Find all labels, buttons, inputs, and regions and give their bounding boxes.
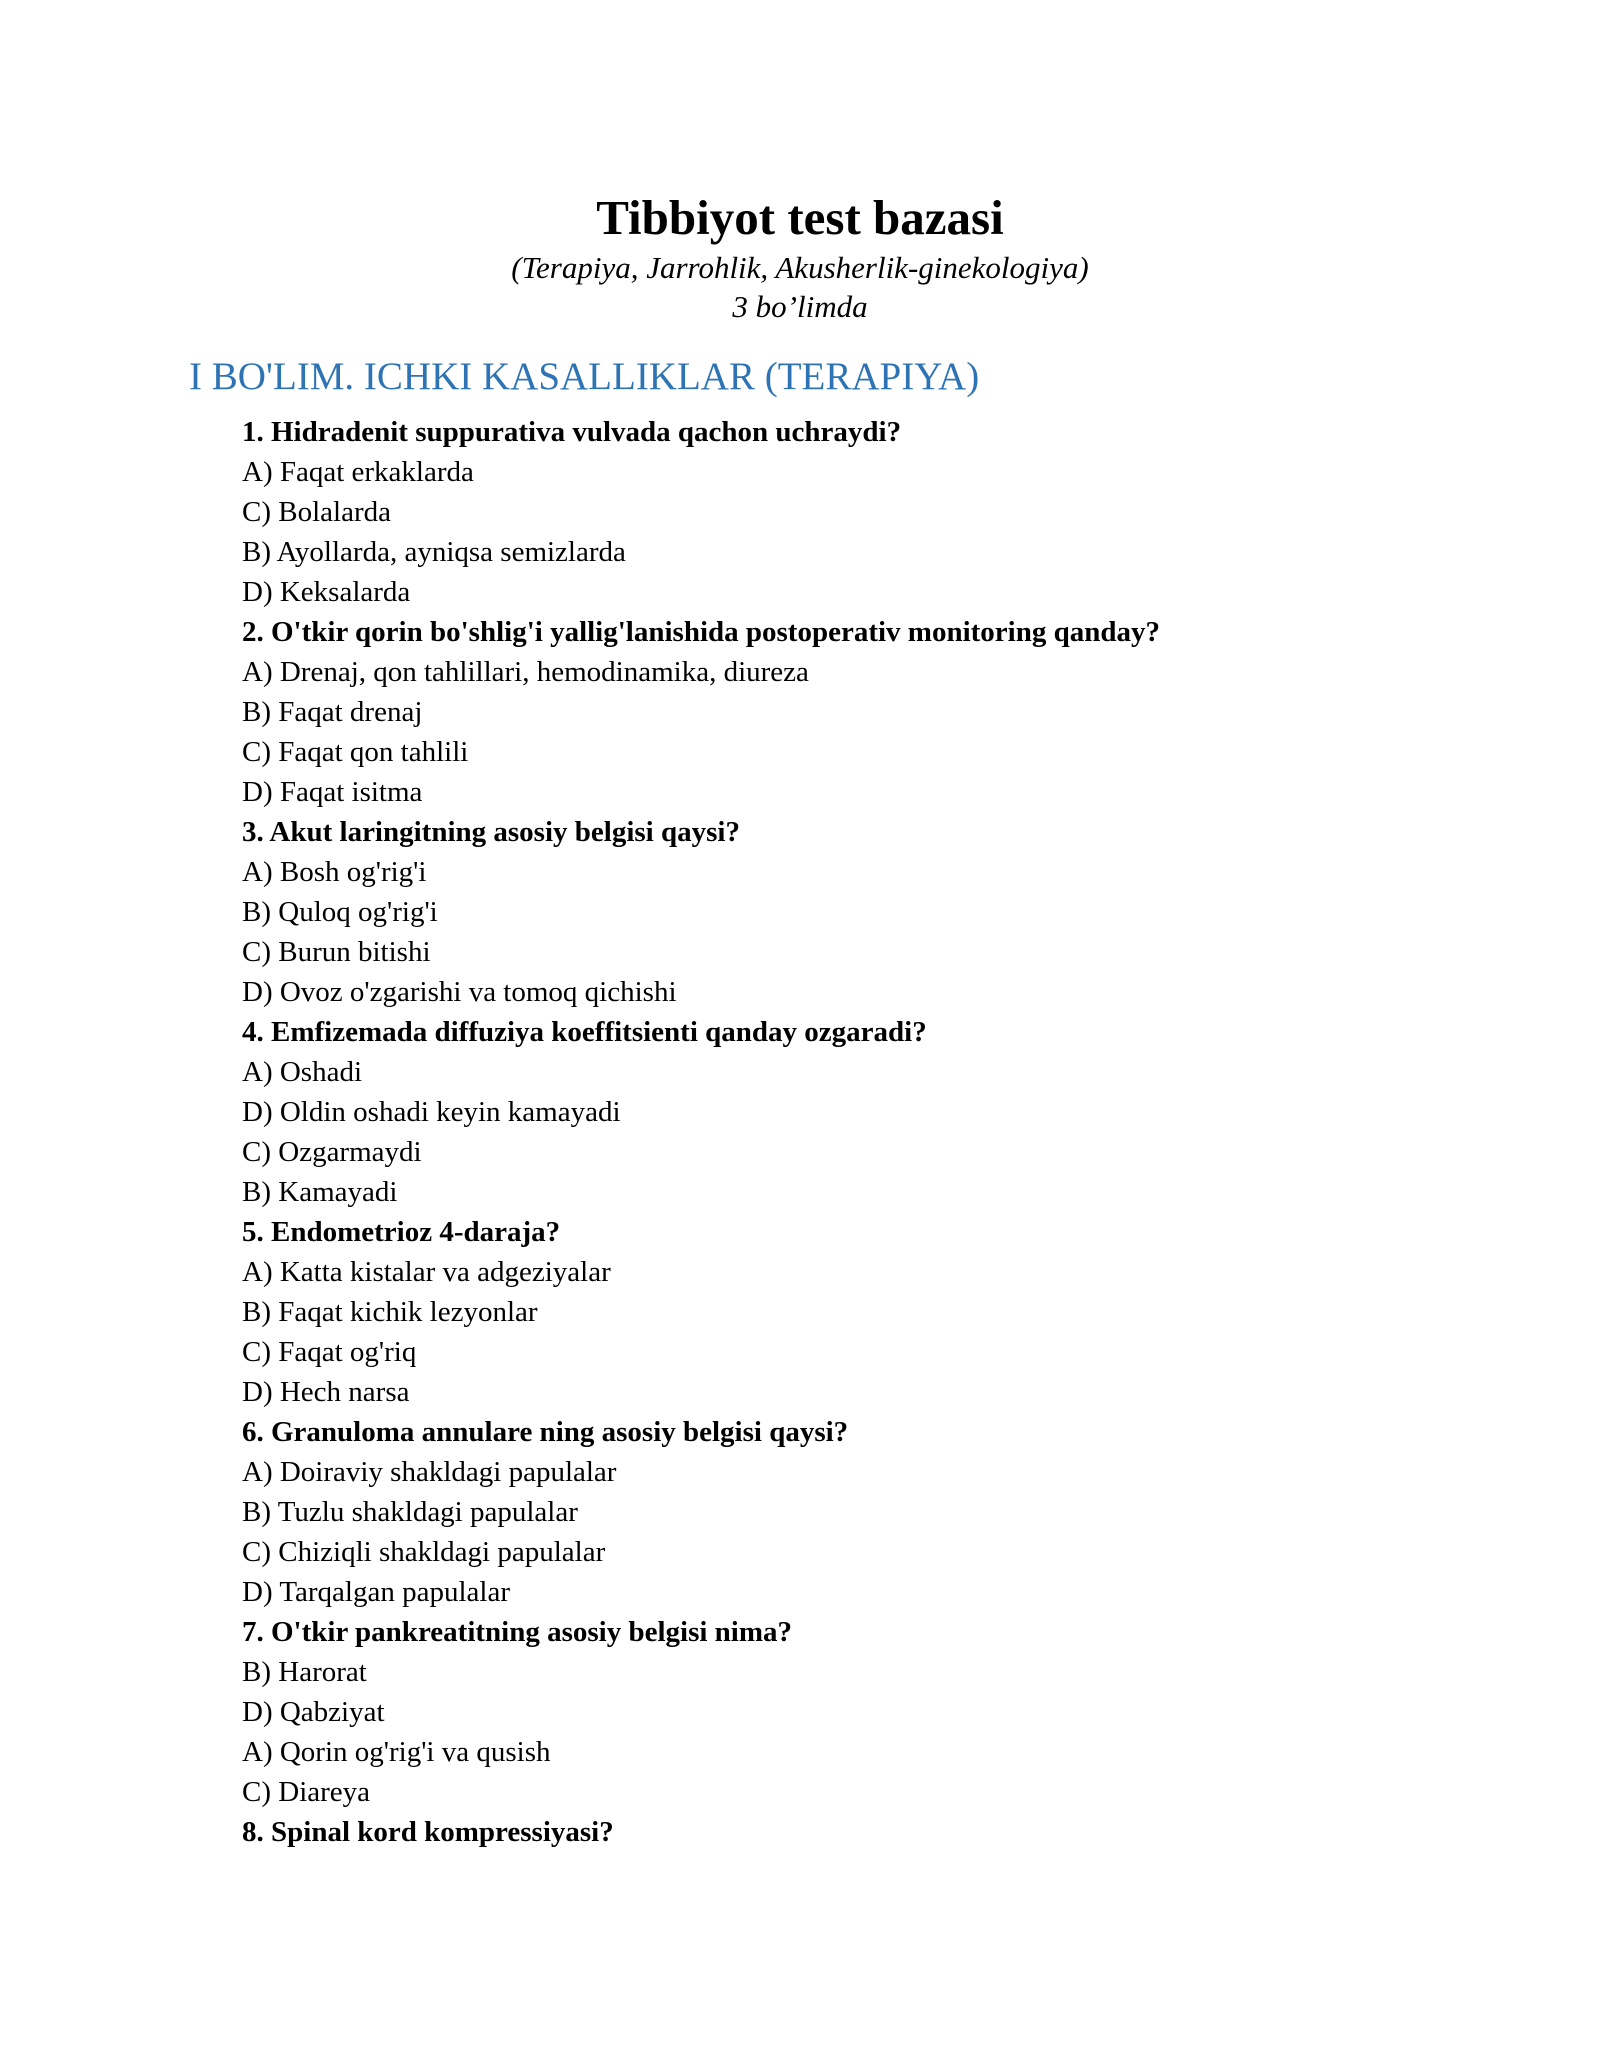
- question-text: 8. Spinal kord kompressiyasi?: [242, 1816, 614, 1848]
- answer-option: A) Katta kistalar va adgeziyalar: [242, 1256, 611, 1288]
- answer-option: B) Harorat: [242, 1656, 367, 1688]
- answer-option: A) Doiraviy shakldagi papulalar: [242, 1456, 617, 1488]
- answer-option: C) Chiziqli shakldagi papulalar: [242, 1536, 606, 1568]
- answer-option: D) Keksalarda: [242, 576, 411, 608]
- answer-option: B) Faqat drenaj: [242, 696, 423, 728]
- question-text: 1. Hidradenit suppurativa vulvada qachon uchraydi?: [242, 416, 902, 448]
- question-text: 2. O'tkir qorin bo'shlig'i yallig'lanishida postoperativ monitoring qanday?: [242, 616, 1160, 648]
- answer-option: B) Kamayadi: [242, 1176, 398, 1208]
- answer-option: C) Diareya: [242, 1776, 371, 1808]
- answer-option: B) Faqat kichik lezyonlar: [242, 1296, 538, 1328]
- answer-option: A) Bosh og'rig'i: [242, 856, 427, 888]
- document-title: Tibbiyot test bazasi: [596, 190, 1004, 245]
- answer-option: A) Oshadi: [242, 1056, 363, 1088]
- question-text: 7. O'tkir pankreatitning asosiy belgisi nima?: [242, 1616, 793, 1648]
- answer-option: D) Oldin oshadi keyin kamayadi: [242, 1096, 621, 1128]
- document-subtitle-parts: 3 bo’limda: [732, 289, 868, 324]
- answer-option: B) Ayollarda, ayniqsa semizlarda: [242, 536, 626, 568]
- question-text: 6. Granuloma annulare ning asosiy belgisi qaysi?: [242, 1416, 849, 1448]
- question-text: 4. Emfizemada diffuziya koeffitsienti qanday ozgaradi?: [242, 1016, 927, 1048]
- question-text: 5. Endometrioz 4-daraja?: [242, 1216, 561, 1248]
- answer-option: D) Ovoz o'zgarishi va tomoq qichishi: [242, 976, 677, 1008]
- answer-option: D) Hech narsa: [242, 1376, 410, 1408]
- answer-option: C) Ozgarmaydi: [242, 1136, 422, 1168]
- answer-option: D) Faqat isitma: [242, 776, 423, 808]
- answer-option: B) Quloq og'rig'i: [242, 896, 438, 928]
- answer-option: B) Tuzlu shakldagi papulalar: [242, 1496, 578, 1528]
- answer-option: C) Faqat og'riq: [242, 1336, 417, 1368]
- answer-option: C) Burun bitishi: [242, 936, 431, 968]
- answer-option: A) Drenaj, qon tahlillari, hemodinamika, diureza: [242, 656, 809, 688]
- answer-option: A) Qorin og'rig'i va qusish: [242, 1736, 551, 1768]
- answer-option: D) Tarqalgan papulalar: [242, 1576, 510, 1608]
- question-text: 3. Akut laringitning asosiy belgisi qaysi?: [242, 816, 740, 848]
- question-list: [242, 412, 1442, 1852]
- section-heading: I BO'LIM. ICHKI KASALLIKLAR (TERAPIYA): [189, 355, 980, 398]
- answer-option: C) Bolalarda: [242, 496, 391, 528]
- answer-option: A) Faqat erkaklarda: [242, 456, 474, 488]
- answer-option: D) Qabziyat: [242, 1696, 385, 1728]
- answer-option: C) Faqat qon tahlili: [242, 736, 469, 768]
- document-subtitle-topics: (Terapiya, Jarrohlik, Akusherlik-ginekologiya): [511, 250, 1089, 285]
